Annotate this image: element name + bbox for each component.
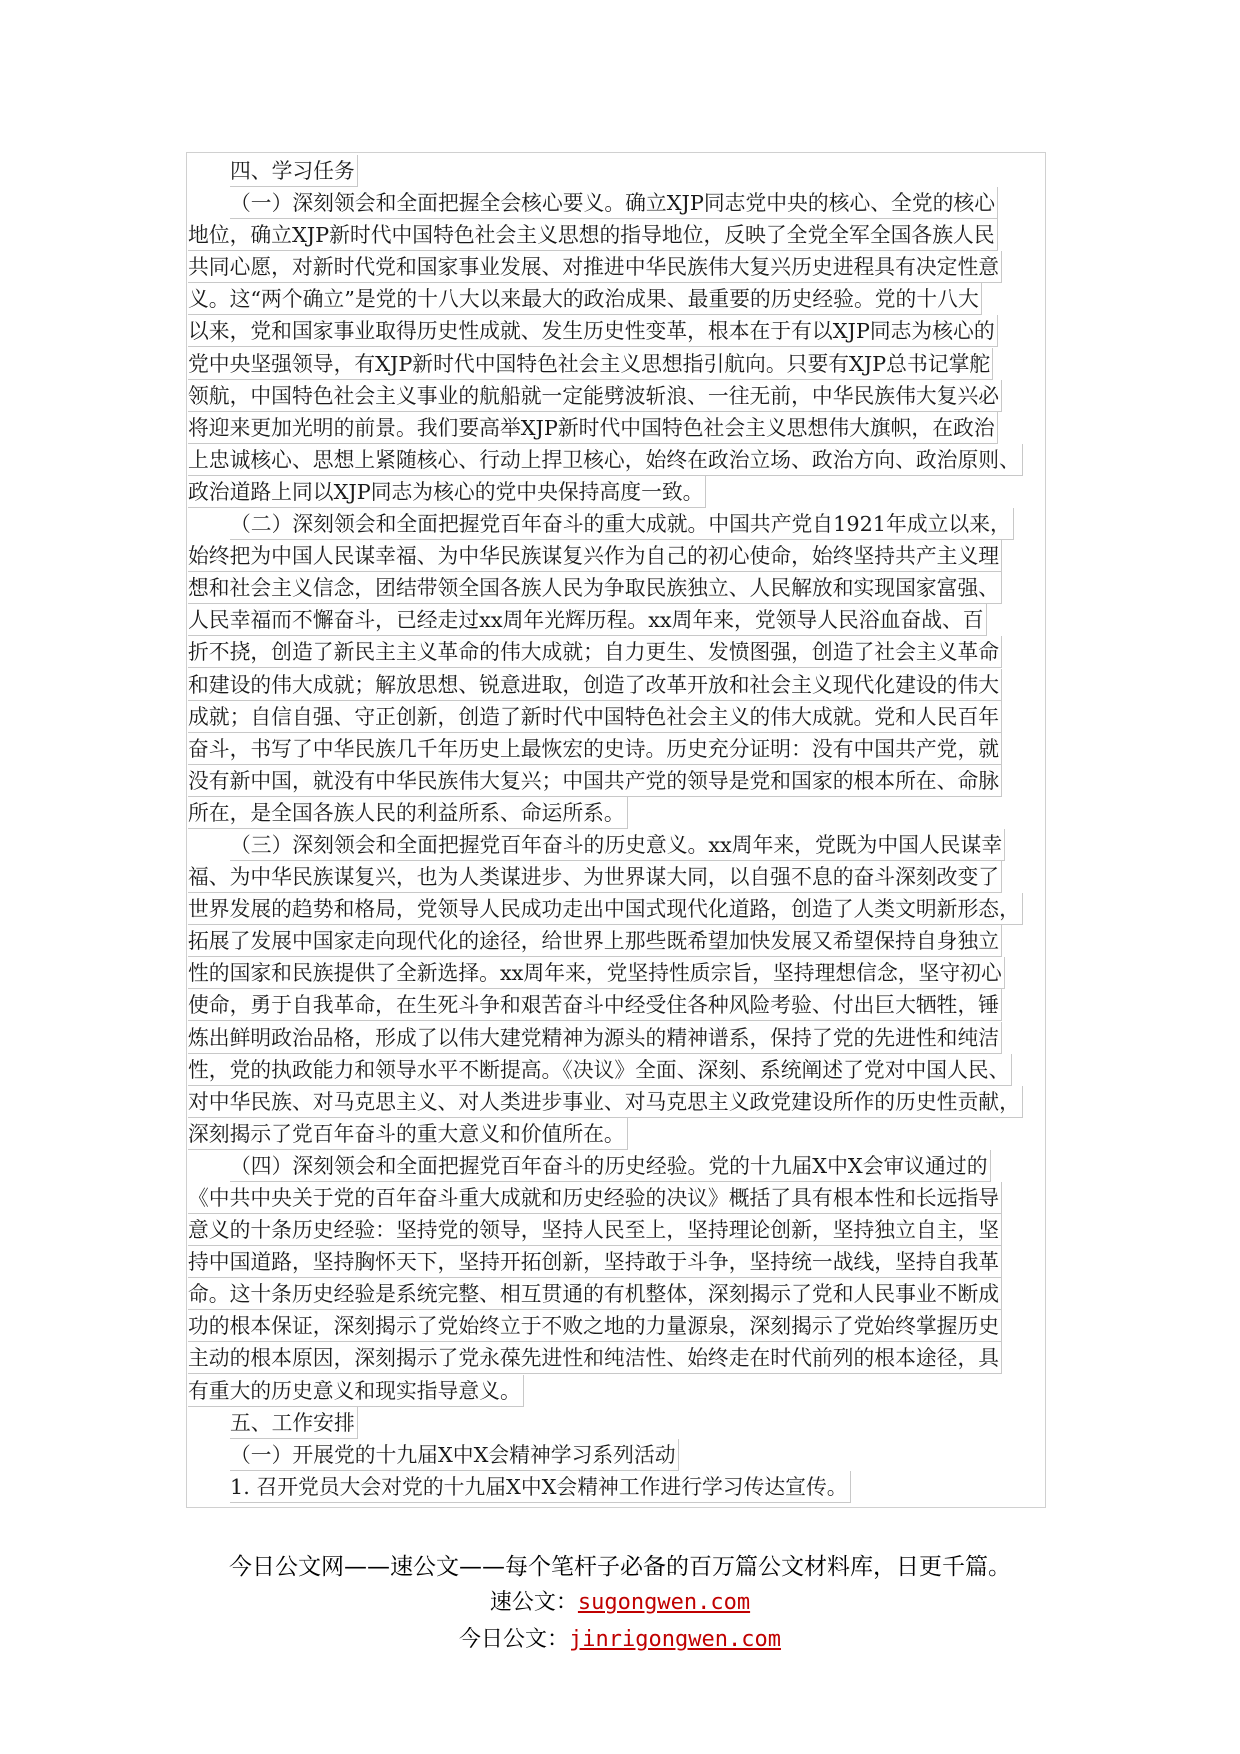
text-line [188, 1278, 1048, 1310]
text-line [188, 765, 1048, 797]
text-line-content: 性的国家和民族提供了全新选择。xx周年来，党坚持性质宗旨，坚持理想信念，坚守初心 [188, 957, 1005, 989]
text-line [188, 1022, 1048, 1054]
text-line [188, 187, 1048, 219]
text-line [188, 1118, 1048, 1150]
text-line-content: 意义的十条历史经验：坚持党的领导，坚持人民至上，坚持理论创新，坚持独立自主，坚 [188, 1214, 1002, 1246]
text-line-content: 功的根本保证，深刻揭示了党始终立于不败之地的力量源泉，深刻揭示了党始终掌握历史 [188, 1310, 1002, 1342]
text-line [188, 797, 1048, 829]
text-line [188, 1182, 1048, 1214]
text-line-content: 人民幸福而不懈奋斗，已经走过xx周年光辉历程。xx周年来，党领导人民浴血奋战、百 [188, 604, 987, 636]
text-line-content: 和建设的伟大成就；解放思想、锐意进取，创造了改革开放和社会主义现代化建设的伟大 [188, 669, 1002, 701]
text-line [188, 1471, 1048, 1503]
text-line-content: 共同心愿，对新时代党和国家事业发展、对推进中华民族伟大复兴历史进程具有决定性意 [188, 251, 1002, 283]
text-line-content: （一）深刻领会和全面把握全会核心要义。确立XJP同志党中央的核心、全党的核心 [230, 187, 998, 219]
text-line-content: 拓展了发展中国家走向现代化的途径，给世界上那些既希望加快发展又希望保持自身独立 [188, 925, 1002, 957]
text-line [188, 540, 1048, 572]
text-line [188, 957, 1048, 989]
text-line [188, 283, 1048, 315]
footer-site2-label: 今日公文： [459, 1627, 570, 1652]
text-line-content: 对中华民族、对马克思主义、对人类进步事业、对马克思主义政党建设所作的历史性贡献， [188, 1086, 1023, 1118]
text-line-content: 党中央坚强领导，有XJP新时代中国特色社会主义思想指引航向。只要有XJP总书记掌舵 [188, 348, 993, 380]
text-line-content: 以来，党和国家事业取得历史性成就、发生历史性变革，根本在于有以XJP同志为核心的 [188, 315, 998, 347]
text-line-content: 使命，勇于自我革命，在生死斗争和艰苦奋斗中经受住各种风险考验、付出巨大牺牲，锤 [188, 989, 1002, 1021]
text-line [188, 925, 1048, 957]
text-line [188, 861, 1048, 893]
text-line [188, 989, 1048, 1021]
text-line [188, 701, 1048, 733]
text-line-content: 深刻揭示了党百年奋斗的重大意义和价值所在。 [188, 1118, 628, 1150]
text-line-content: 折不挠，创造了新民主主义革命的伟大成就；自力更生、发愤图强，创造了社会主义革命 [188, 636, 1002, 668]
text-line-content: 成就；自信自强、守正创新，创造了新时代中国特色社会主义的伟大成就。党和人民百年 [188, 701, 1002, 733]
text-line [188, 893, 1048, 925]
text-line [188, 1214, 1048, 1246]
document-body [188, 155, 1048, 1503]
footer-site1-label: 速公文： [489, 1590, 578, 1615]
text-line [188, 444, 1048, 476]
footer-site-sugongwen [0, 1585, 1240, 1616]
text-line [188, 380, 1048, 412]
text-line [188, 1246, 1048, 1278]
text-line-content: 想和社会主义信念，团结带领全国各族人民为争取民族独立、人民解放和实现国家富强、 [188, 572, 1002, 604]
text-line-content: 五、工作安排 [230, 1407, 358, 1439]
text-line-content: 领航，中国特色社会主义事业的航船就一定能劈波斩浪、一往无前，中华民族伟大复兴必 [188, 380, 1002, 412]
text-line-content: 将迎来更加光明的前景。我们要高举XJP新时代中国特色社会主义思想伟大旗帜，在政治 [188, 412, 998, 444]
text-line [188, 636, 1048, 668]
text-line [188, 412, 1048, 444]
text-line-content: （四）深刻领会和全面把握党百年奋斗的历史经验。党的十九届X中X会审议通过的 [230, 1150, 991, 1182]
text-line-content: 奋斗，书写了中华民族几千年历史上最恢宏的史诗。历史充分证明：没有中国共产党，就 [188, 733, 1002, 765]
text-line [188, 508, 1048, 540]
text-line-content: 上忠诚核心、思想上紧随核心、行动上捍卫核心，始终在政治立场、政治方向、政治原则、 [188, 444, 1023, 476]
text-line-content: 义。这“两个确立”是党的十八大以来最大的政治成果、最重要的历史经验。党的十八大 [188, 283, 982, 315]
text-line-content: 持中国道路，坚持胸怀天下，坚持开拓创新，坚持敢于斗争，坚持统一战线，坚持自我革 [188, 1246, 1002, 1278]
text-line-content: （一）开展党的十九届X中X会精神学习系列活动 [230, 1439, 679, 1471]
text-line-content: （二）深刻领会和全面把握党百年奋斗的重大成就。中国共产党自1921年成立以来， [230, 508, 1014, 540]
text-line-content: 有重大的历史意义和现实指导意义。 [188, 1375, 524, 1407]
text-line [188, 1150, 1048, 1182]
text-line-content: 炼出鲜明政治品格，形成了以伟大建党精神为源头的精神谱系，保持了党的先进性和纯洁 [188, 1022, 1002, 1054]
text-line-content: 始终把为中国人民谋幸福、为中华民族谋复兴作为自己的初心使命，始终坚持共产主义理 [188, 540, 1002, 572]
text-line [188, 155, 1048, 187]
text-line [188, 251, 1048, 283]
text-line [188, 1310, 1048, 1342]
text-line [188, 1439, 1048, 1471]
text-line [188, 1407, 1048, 1439]
text-line [188, 476, 1048, 508]
text-line [188, 219, 1048, 251]
text-line [188, 348, 1048, 380]
text-line-content: 没有新中国，就没有中华民族伟大复兴；中国共产党的领导是党和国家的根本所在、命脉 [188, 765, 1002, 797]
text-line-content: （三）深刻领会和全面把握党百年奋斗的历史意义。xx周年来，党既为中国人民谋幸 [230, 829, 1005, 861]
text-line [188, 1054, 1048, 1086]
text-line [188, 669, 1048, 701]
sugongwen-link[interactable]: sugongwen.com [577, 1590, 751, 1615]
text-line-content: 性，党的执政能力和领导水平不断提高。《决议》全面、深刻、系统阐述了党对中国人民、 [188, 1054, 1012, 1086]
text-line-content: 四、学习任务 [230, 155, 358, 187]
text-line-content: 福、为中华民族谋复兴，也为人类谋进步、为世界谋大同，以自强不息的奋斗深刻改变了 [188, 861, 1002, 893]
text-line [188, 733, 1048, 765]
text-line [188, 604, 1048, 636]
text-line [188, 1375, 1048, 1407]
text-line-content: 主动的根本原因，深刻揭示了党永葆先进性和纯洁性、始终走在时代前列的根本途径，具 [188, 1342, 1002, 1374]
text-line-content: 1. 召开党员大会对党的十九届X中X会精神工作进行学习传达宣传。 [230, 1471, 851, 1503]
jinrigongwen-link[interactable]: jinrigongwen.com [569, 1627, 781, 1652]
text-line [188, 1086, 1048, 1118]
footer-slogan: 今日公文网——速公文——每个笔杆子必备的百万篇公文材料库，日更千篇。 [229, 1554, 1011, 1580]
text-line [188, 829, 1048, 861]
text-line-content: 政治道路上同以XJP同志为核心的党中央保持高度一致。 [188, 476, 706, 508]
text-line [188, 315, 1048, 347]
text-line [188, 572, 1048, 604]
text-line-content: 地位，确立XJP新时代中国特色社会主义思想的指导地位，反映了全党全军全国各族人民 [188, 219, 998, 251]
footer-site-jinrigongwen [0, 1622, 1240, 1653]
text-line-content: 《中共中央关于党的百年奋斗重大成就和历史经验的决议》概括了具有根本性和长远指导 [188, 1182, 1002, 1214]
text-line [188, 1342, 1048, 1374]
text-line-content: 世界发展的趋势和格局，党领导人民成功走出中国式现代化道路，创造了人类文明新形态， [188, 893, 1023, 925]
text-line-content: 命。这十条历史经验是系统完整、相互贯通的有机整体，深刻揭示了党和人民事业不断成 [188, 1278, 1002, 1310]
text-line-content: 所在，是全国各族人民的利益所系、命运所系。 [188, 797, 628, 829]
